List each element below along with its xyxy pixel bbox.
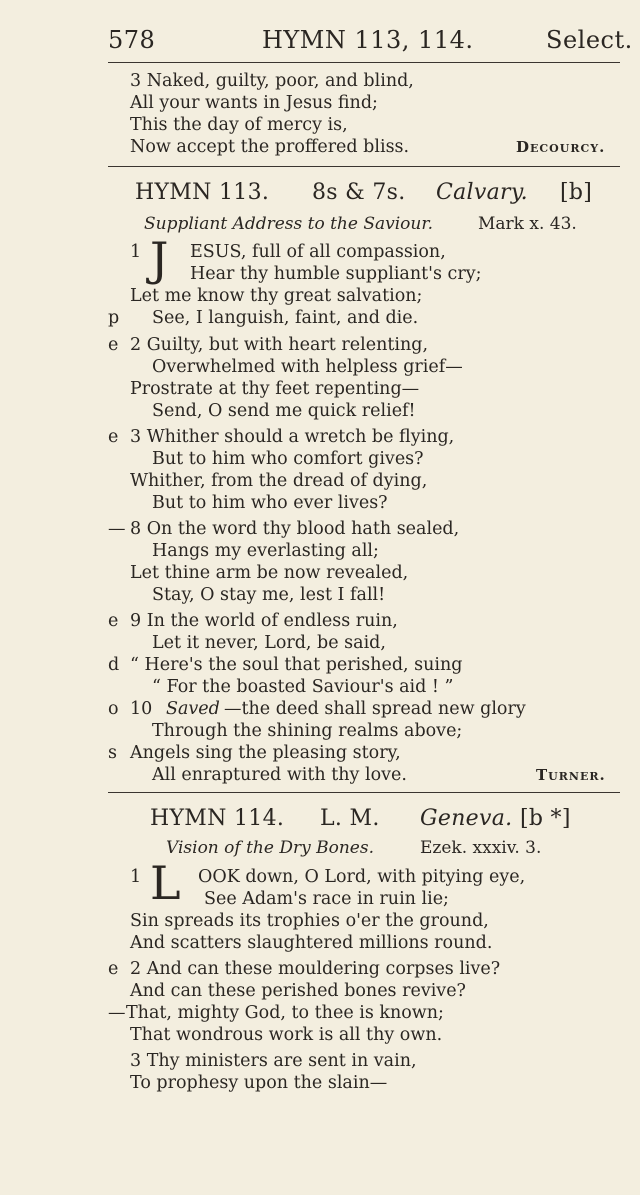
hymn-113-tune: Calvary. — [436, 180, 528, 205]
dynamic-mark: e — [108, 427, 119, 447]
header-rule — [108, 62, 620, 63]
hymn-line: “ For the boasted Saviour's aid ! ” — [152, 677, 454, 697]
hymn-113-subtitle: Suppliant Address to the Saviour. — [144, 214, 434, 234]
verse-number: 10 — [130, 699, 153, 719]
hymn-113-reference: Mark x. 43. — [478, 214, 577, 234]
dynamic-mark: — — [108, 519, 126, 539]
drop-cap: J — [150, 232, 169, 286]
prev-hymn-line: This the day of mercy is, — [130, 115, 348, 135]
dynamic-mark: o — [108, 699, 119, 719]
hymn-line: 3 Whither should a wretch be flying, — [130, 427, 455, 447]
hymn-line: Hear thy humble suppliant's cry; — [190, 264, 482, 284]
hymn-line: And can these perished bones revive? — [130, 981, 466, 1001]
hymn-113-key: [b] — [560, 180, 593, 205]
hymn-line: 9 In the world of endless ruin, — [130, 611, 398, 631]
hymn-line: But to him who ever lives? — [152, 493, 388, 513]
hymn-113-meter: 8s & 7s. — [312, 180, 406, 205]
hymn-line: OOK down, O Lord, with pitying eye, — [198, 867, 526, 887]
hymn-line: Let it never, Lord, be said, — [152, 633, 386, 653]
verse-number: 1 — [130, 867, 142, 887]
hymn-line: Angels sing the pleasing story, — [130, 743, 401, 763]
hymn-line: 2 And can these mouldering corpses live? — [130, 959, 501, 979]
hymn-114-reference: Ezek. xxxiv. 3. — [420, 838, 542, 858]
page-number: 578 — [108, 26, 156, 54]
hymn-line: Sin spreads its trophies o'er the ground, — [130, 911, 489, 931]
hymn-line: ESUS, full of all compassion, — [190, 242, 446, 262]
dynamic-mark: e — [108, 335, 119, 355]
dynamic-mark: p — [108, 308, 120, 328]
hymn-line: All enraptured with thy love. — [152, 765, 407, 785]
hymn-line: Through the shining realms above; — [152, 721, 463, 741]
hymn-line: 2 Guilty, but with heart relenting, — [130, 335, 429, 355]
section-rule — [108, 792, 620, 793]
hymn-line: 3 Thy ministers are sent in vain, — [130, 1051, 417, 1071]
hymn-line: But to him who comfort gives? — [152, 449, 424, 469]
hymn-line: Overwhelmed with helpless grief— — [152, 357, 463, 377]
hymn-line: That wondrous work is all thy own. — [130, 1025, 443, 1045]
section-label: Select. — [546, 26, 633, 54]
hymn-line: See, I languish, faint, and die. — [152, 308, 419, 328]
hymn-114-number: HYMN 114. — [150, 806, 285, 831]
hymn-114-tune: Geneva. — [420, 806, 513, 831]
hymn-line: To prophesy upon the slain— — [130, 1073, 388, 1093]
hymn-line-emphasis: Saved — [166, 699, 220, 719]
dynamic-mark: e — [108, 959, 119, 979]
hymn-line: Stay, O stay me, lest I fall! — [152, 585, 386, 605]
hymn-line: 8 On the word thy blood hath sealed, — [130, 519, 460, 539]
hymn-114-subtitle: Vision of the Dry Bones. — [166, 838, 374, 858]
hymn-line: That, mighty God, to thee is known; — [126, 1003, 444, 1023]
hymn-line: Let me know thy great salvation; — [130, 286, 423, 306]
hymn-line: Hangs my everlasting all; — [152, 541, 379, 561]
prev-hymn-line: All your wants in Jesus find; — [130, 93, 378, 113]
hymn-line: And scatters slaughtered millions round. — [130, 933, 493, 953]
prev-hymn-line: Now accept the proffered bliss. — [130, 137, 410, 157]
dynamic-mark: d — [108, 655, 120, 675]
dynamic-mark: — — [108, 1003, 126, 1023]
hymn-line: “ Here's the soul that perished, suing — [130, 655, 463, 675]
hymn-113-author: Turner. — [536, 766, 606, 784]
prev-hymn-line: 3 Naked, guilty, poor, and blind, — [130, 71, 414, 91]
hymn-line: —the deed shall spread new glory — [224, 699, 526, 719]
hymn-line: Send, O send me quick relief! — [152, 401, 416, 421]
dynamic-mark: s — [108, 743, 117, 763]
hymn-114-key: [b *] — [520, 806, 571, 831]
hymn-113-number: HYMN 113. — [135, 180, 270, 205]
hymn-line: See Adam's race in ruin lie; — [204, 889, 449, 909]
hymn-114-meter: L. M. — [320, 806, 380, 831]
verse-number: 1 — [130, 242, 142, 262]
prev-hymn-author: Decourcy. — [516, 138, 606, 156]
dynamic-mark: e — [108, 611, 119, 631]
hymn-line: Prostrate at thy feet repenting— — [130, 379, 420, 399]
running-title: HYMN 113, 114. — [262, 26, 474, 54]
hymn-line: Let thine arm be now revealed, — [130, 563, 409, 583]
section-rule — [108, 166, 620, 167]
drop-cap: L — [150, 856, 181, 910]
hymn-line: Whither, from the dread of dying, — [130, 471, 428, 491]
